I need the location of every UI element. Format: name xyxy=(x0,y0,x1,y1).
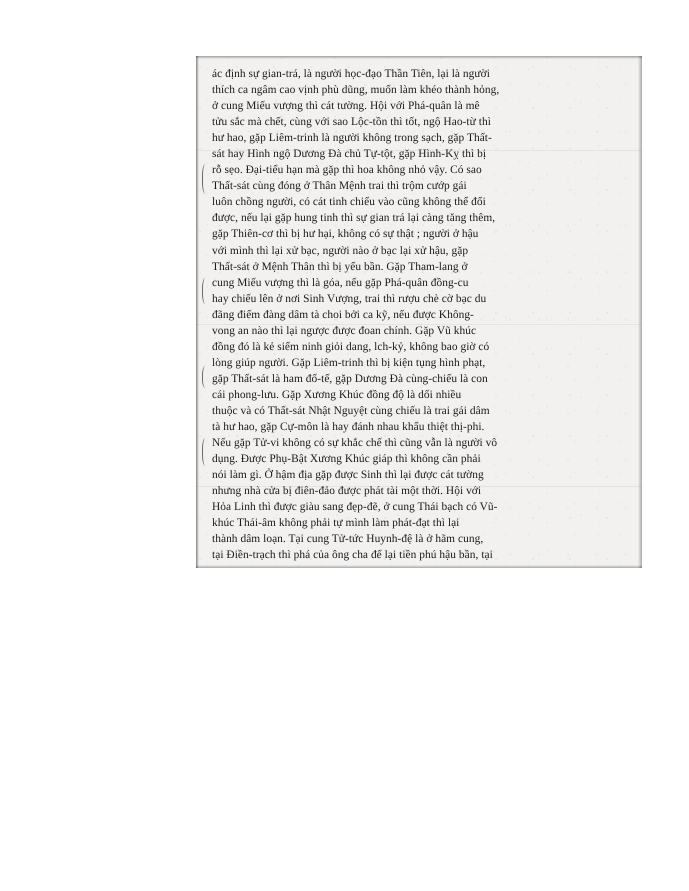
text-line: đãng điếm đàng dâm tà choi bởi ca kỹ, nếu được Không- xyxy=(212,308,474,321)
text-line: Thất-sát ở Mệnh Thân thì bị yểu bần. Gặp Tham-lang ở xyxy=(212,260,468,273)
text-line: cung Miếu vượng thì là góa, nếu gặp Phá-quân đồng-cu xyxy=(212,276,469,289)
text-line: gặp Thất-sát là ham đố-tế, gặp Dương Đà cùng-chiếu là con xyxy=(212,372,488,385)
text-line: gặp Thiên-cơ thì bị hư hại, không có sự thật ; người ở hậu xyxy=(212,228,479,241)
scan-edge-top xyxy=(196,56,642,59)
text-line: với mình thì lại xử bạc, người nào ở bạc lại xử hậu, gặp xyxy=(212,244,469,257)
text-line: hay chiếu lên ở nơi Sinh Vượng, trai thì rượu chè cờ bạc du xyxy=(212,292,487,305)
text-line: sát hay Hình ngộ Dương Đà chủ Tự-tột, gặp Hình-Kỵ thì bị xyxy=(212,148,487,161)
text-line: Thất-sát cùng đóng ở Thân Mệnh trai thì trộm cướp gái xyxy=(212,180,467,193)
text-line: luôn chồng người, có cát tinh chiếu vào cũng không thể đổi xyxy=(212,196,486,209)
text-line: đồng đó là kẻ siểm ninh giỏi dang, lch-kỷ, không bao giờ có xyxy=(212,340,490,353)
text-line: lòng giúp người. Gặp Liêm-trinh thì bị kiện tụng hình phạt, xyxy=(212,356,486,369)
text-line: khúc Thái-âm không phải tự mình làm phát-đạt thì lại xyxy=(212,517,460,530)
scan-edge-bottom xyxy=(196,565,642,568)
text-line: thuộc và có Thất-sát Nhật Nguyệt cùng chiếu là trai gái dâm xyxy=(212,404,490,417)
text-line: tại Điền-trạch thì phá của ông cha để lại tiền phú hậu bần, tại xyxy=(212,549,493,562)
margin-pen-mark xyxy=(202,278,210,304)
margin-pen-mark xyxy=(202,438,210,466)
scan-edge-left xyxy=(196,56,199,568)
text-line: dụng. Được Phụ-Bật Xương Khúc giáp thì không cần phải xyxy=(212,453,481,466)
text-line: rỗ sẹo. Đại-tiểu hạn mà gặp thì hoa không nhỏ vậy. Có sao xyxy=(212,164,482,177)
scanned-text-block xyxy=(196,56,642,568)
text-line: thành dâm loạn. Tại cung Tử-tức Huynh-đệ là ở hãm cung, xyxy=(212,533,484,546)
text-line: vong an nào thì lại ngược được đoan chính. Gặp Vũ khúc xyxy=(212,324,477,337)
text-line: nói làm gì. Ở hậm địa gặp được Sinh thì lại được cát tường xyxy=(212,469,484,482)
margin-pen-mark xyxy=(202,164,210,194)
text-line: tà hư hao, gặp Cự-môn là hay đánh nhau khẩu thiệt thị-phi. xyxy=(212,421,485,434)
text-line: nhưng nhà cửa bị điên-đảo được phát tài một thời. Hội với xyxy=(212,485,482,498)
text-line: Nếu gặp Tử-vi không có sự khắc chế thì cũng vẫn là người vô xyxy=(212,437,498,450)
scan-edge-right xyxy=(638,56,642,568)
text-line: thích ca ngâm cao vịnh phù dũng, muốn làm khéo thành hỏng, xyxy=(212,84,500,97)
margin-pen-mark xyxy=(202,366,210,388)
text-line: tửu sắc mà chết, cùng với sao Lộc-tồn thì tốt, ngộ Hao-từ thì xyxy=(212,116,491,129)
body-text xyxy=(212,66,626,563)
text-line: cái phong-lưu. Gặp Xương Khúc đồng độ là dối nhiều xyxy=(212,388,462,401)
text-line: được, nếu lại gặp hung tinh thì sự gian trá lại càng tăng thêm, xyxy=(212,212,496,225)
text-line: Hỏa Linh thì được giàu sang đẹp-đẽ, ở cung Thái bạch có Vũ- xyxy=(212,501,498,514)
text-line: ác định sự gian-trá, là người học-đạo Thần Tiên, lại là người xyxy=(212,68,490,80)
text-line: hư hao, gặp Liêm-trinh là người không trong sạch, gặp Thất- xyxy=(212,132,492,145)
text-line: ở cung Miếu vượng thì cát tường. Hội với Phá-quân là mê xyxy=(212,100,480,113)
